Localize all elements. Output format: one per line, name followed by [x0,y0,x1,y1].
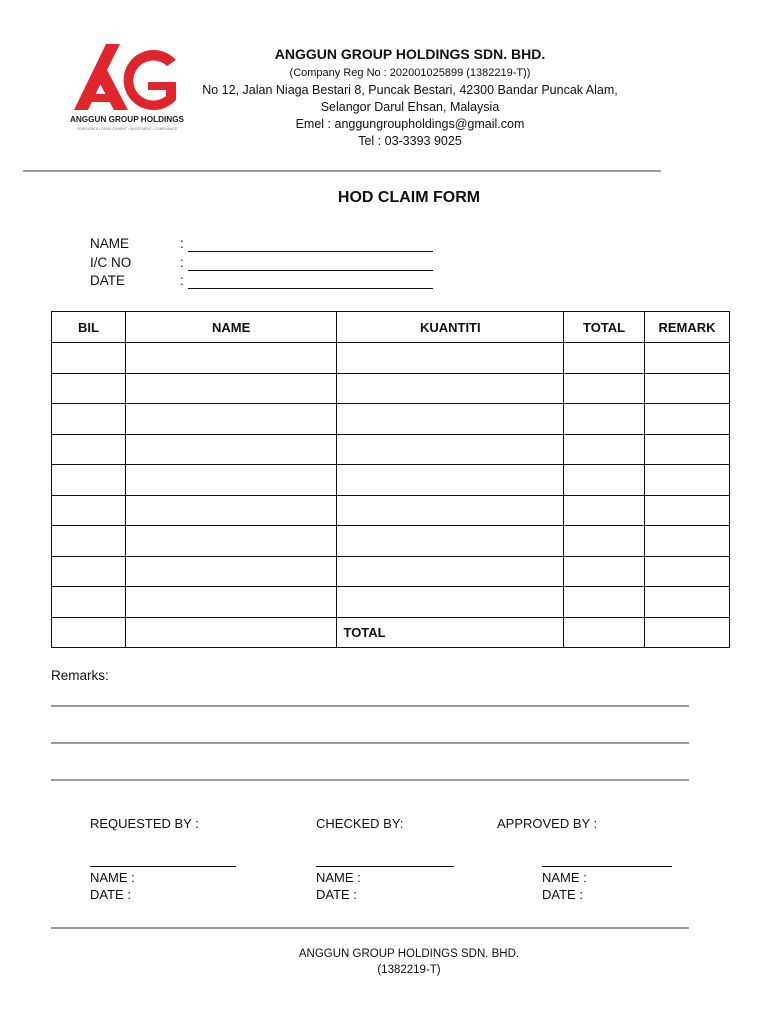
table-cell[interactable] [564,526,645,557]
table-row [52,373,730,404]
checked-by-name-label: NAME : [316,870,361,885]
table-header-row [52,312,730,343]
ic-no-field-line[interactable] [188,255,433,271]
total-label: TOTAL [337,617,564,648]
table-cell[interactable] [337,343,564,374]
table-cell[interactable] [645,495,730,526]
table-cell[interactable] [52,373,126,404]
name-field-line[interactable] [188,236,433,252]
table-cell[interactable] [564,404,645,435]
table-cell[interactable] [645,373,730,404]
table-cell[interactable] [564,495,645,526]
table-cell[interactable] [125,617,337,648]
company-tel: Tel : 03-3393 9025 [358,134,462,148]
date-field[interactable] [90,273,184,291]
table-cell[interactable] [337,526,564,557]
table-cell[interactable] [645,526,730,557]
table-row [52,526,730,557]
address-line-2: Selangor Darul Ehsan, Malaysia [320,100,500,114]
table-cell[interactable] [52,495,126,526]
address-line-1: No 12, Jalan Niaga Bestari 8, Puncak Bestari, 42300 Bandar Puncak Alam, [202,83,618,97]
table-cell[interactable] [52,404,126,435]
checked-by-signature-line[interactable] [316,866,454,867]
table-cell[interactable] [645,587,730,618]
table-cell[interactable] [125,495,337,526]
grand-total-cell[interactable] [564,617,645,648]
requested-by-signature-line[interactable] [90,866,236,867]
table-cell[interactable] [564,343,645,374]
approved-by-label: APPROVED BY : [497,816,598,831]
name-field[interactable] [90,236,184,254]
table-cell[interactable] [564,434,645,465]
table-cell[interactable] [564,373,645,404]
checked-by-date-label: DATE : [316,887,357,902]
ic-no-field-colon: : [180,255,184,270]
table-cell[interactable] [645,465,730,496]
logo-name: ANGGUN GROUP HOLDINGS [69,115,185,124]
table-cell[interactable] [125,587,337,618]
approved-by-date-label: DATE : [542,887,583,902]
table-cell[interactable] [52,434,126,465]
checked-by-label: CHECKED BY: [316,816,404,831]
table-row [52,404,730,435]
table-cell[interactable] [645,434,730,465]
table-cell[interactable] [125,556,337,587]
footer [0,946,768,978]
table-cell[interactable] [564,465,645,496]
requested-by-name-label: NAME : [90,870,135,885]
footer-reg-no: (1382219-T) [377,964,441,976]
col-header-bil: BIL [52,312,126,343]
table-cell[interactable] [337,434,564,465]
table-cell[interactable] [645,556,730,587]
table-cell[interactable] [125,465,337,496]
footer-company-name: ANGGUN GROUP HOLDINGS SDN. BHD. [298,948,520,960]
table-cell[interactable] [645,617,730,648]
logo-tagline: CORPORATE • DEVELOPMENT • INVESTMENT • COMPLIANCE [76,127,178,131]
requested-by-label: REQUESTED BY : [90,816,199,831]
table-row [52,556,730,587]
form-title: HOD CLAIM FORM [337,189,481,206]
table-cell[interactable] [337,373,564,404]
claim-table [51,311,730,648]
table-row [52,343,730,374]
table-cell[interactable] [125,343,337,374]
table-cell[interactable] [52,343,126,374]
remarks-line-3[interactable] [51,779,689,781]
header-divider [23,170,661,172]
company-email: Emel : anggungroupholdings@gmail.com [295,117,525,131]
table-cell[interactable] [52,587,126,618]
table-row [52,434,730,465]
table-cell[interactable] [125,404,337,435]
ic-no-field[interactable] [90,255,184,273]
table-cell[interactable] [52,526,126,557]
table-cell[interactable] [125,373,337,404]
logo-mark [74,44,176,110]
remarks-line-1[interactable] [51,705,689,707]
requested-by-date-label: DATE : [90,887,131,902]
name-field-label: NAME [90,236,130,251]
col-header-name: NAME [125,312,337,343]
table-cell[interactable] [125,434,337,465]
table-row [52,465,730,496]
table-cell[interactable] [337,495,564,526]
col-header-total: TOTAL [564,312,645,343]
company-logo [68,38,186,148]
date-field-line[interactable] [188,273,433,289]
date-field-colon: : [180,273,184,288]
table-cell[interactable] [645,343,730,374]
table-cell[interactable] [645,404,730,435]
ic-no-field-label: I/C NO [90,255,132,270]
table-cell[interactable] [337,465,564,496]
total-row [52,617,730,648]
table-cell[interactable] [337,556,564,587]
footer-divider [51,927,689,929]
table-row [52,495,730,526]
table-cell[interactable] [52,465,126,496]
date-field-label: DATE [90,273,126,288]
table-row [52,587,730,618]
col-header-kuantiti: KUANTITI [337,312,564,343]
name-field-colon: : [180,236,184,251]
remarks-line-2[interactable] [51,742,689,744]
table-cell[interactable] [125,526,337,557]
table-cell[interactable] [564,587,645,618]
table-cell[interactable] [337,587,564,618]
table-cell[interactable] [52,556,126,587]
table-cell[interactable] [52,617,126,648]
table-cell[interactable] [337,404,564,435]
approved-by-signature-line[interactable] [542,866,672,867]
company-reg-no: (Company Reg No : 202001025899 (1382219-T)) [289,67,531,79]
table-cell[interactable] [564,556,645,587]
remarks-label: Remarks: [51,668,109,683]
col-header-remark: REMARK [645,312,730,343]
company-name: ANGGUN GROUP HOLDINGS SDN. BHD. [274,46,546,62]
approved-by-name-label: NAME : [542,870,587,885]
company-header [190,46,630,150]
